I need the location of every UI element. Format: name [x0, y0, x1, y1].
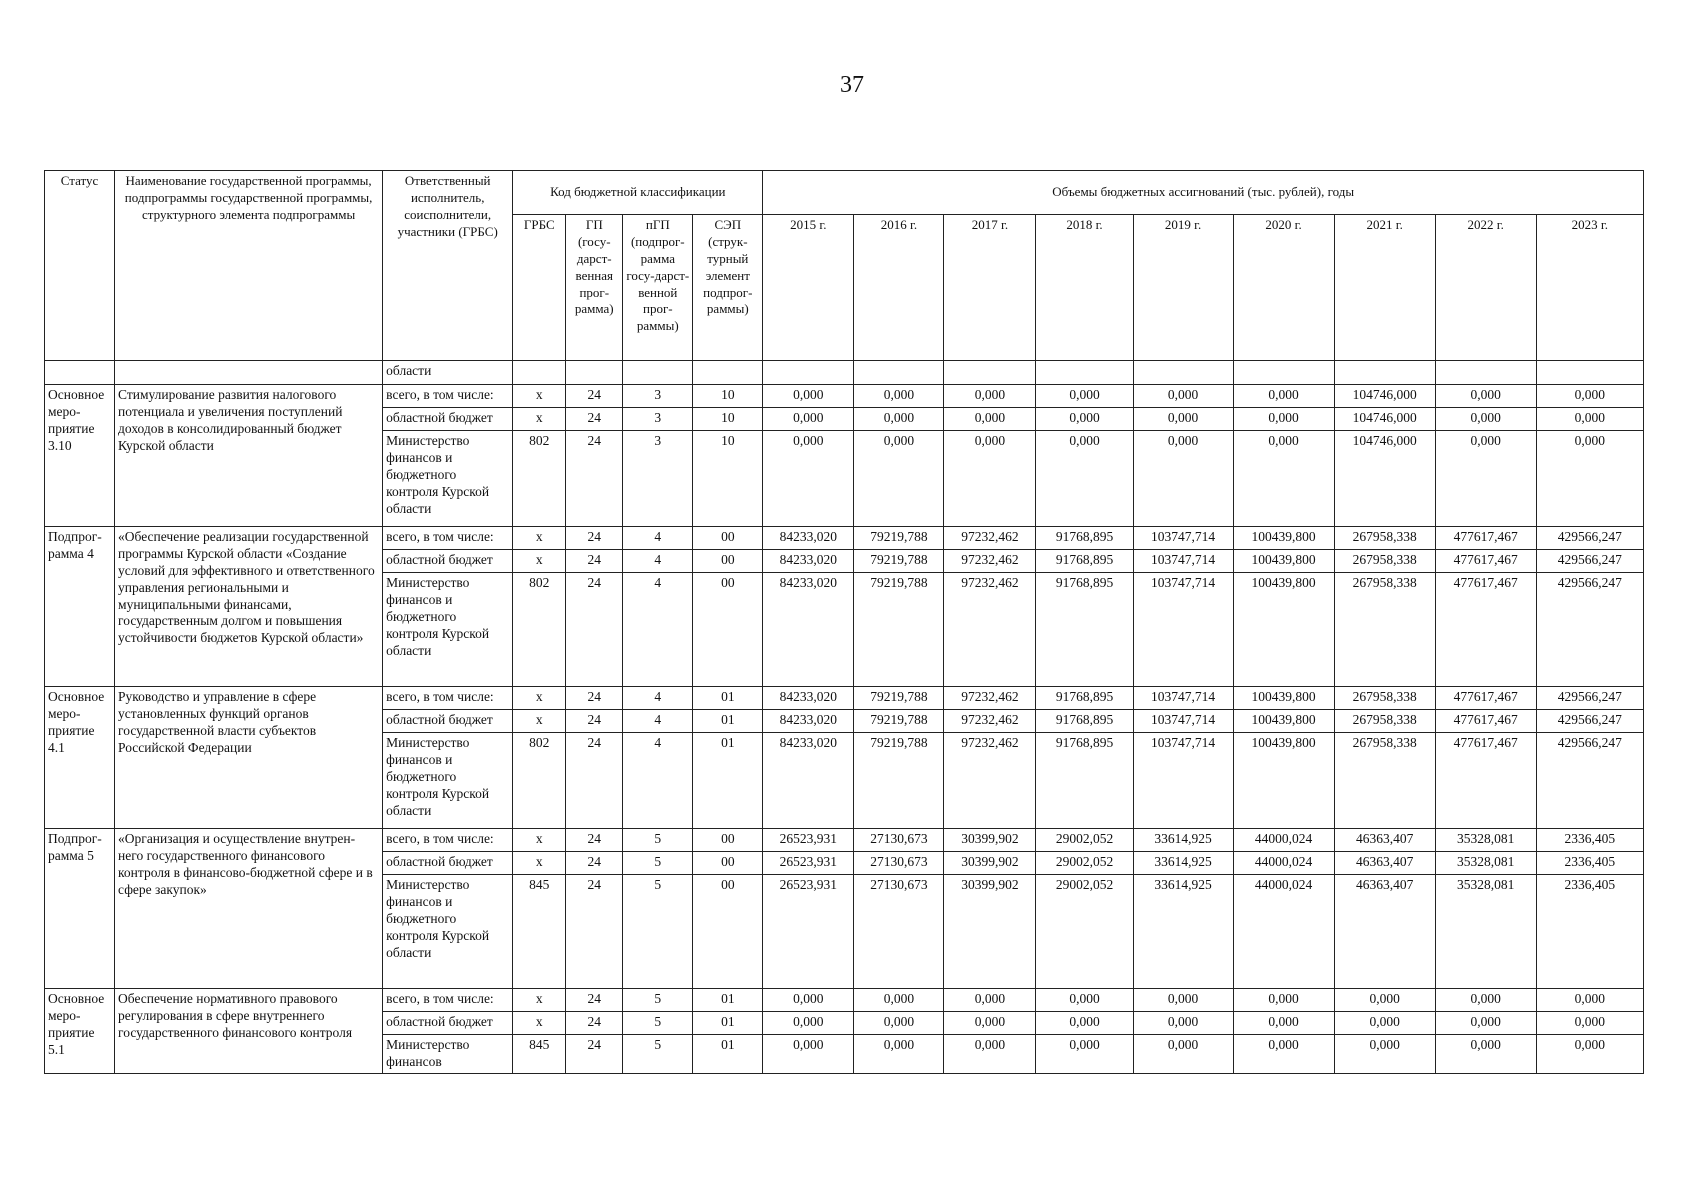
gp-cell: 24 — [566, 408, 623, 431]
sep-cell: 00 — [693, 573, 763, 687]
amount-cell: 0,000 — [854, 1012, 944, 1035]
amount-cell: 97232,462 — [944, 733, 1036, 829]
sep-cell: 00 — [693, 550, 763, 573]
status-cell: Подпрог-рамма 4 — [45, 527, 115, 687]
responsible-cell: областной бюджет — [383, 710, 513, 733]
amount-cell: 0,000 — [1133, 385, 1233, 408]
amount-cell: 100439,800 — [1233, 573, 1334, 687]
amount-cell: 30399,902 — [944, 875, 1036, 989]
sep-cell: 01 — [693, 710, 763, 733]
amount-cell: 44000,024 — [1233, 875, 1334, 989]
pgp-cell: 4 — [623, 710, 693, 733]
responsible-cell: Министерство финансов и бюджетного контроля Курской области — [383, 733, 513, 829]
amount-cell: 477617,467 — [1435, 573, 1536, 687]
amount-cell: 477617,467 — [1435, 733, 1536, 829]
sep-cell: 01 — [693, 687, 763, 710]
grbs-cell: x — [513, 1012, 566, 1035]
gp-cell: 24 — [566, 385, 623, 408]
pgp-cell: 5 — [623, 989, 693, 1012]
sep-cell: 01 — [693, 989, 763, 1012]
pgp-cell: 5 — [623, 1035, 693, 1074]
amount-cell: 0,000 — [1536, 408, 1643, 431]
amount-cell: 91768,895 — [1036, 733, 1133, 829]
amount-cell: 267958,338 — [1334, 710, 1435, 733]
grbs-cell: x — [513, 385, 566, 408]
status-cell: Основное меро-приятие 5.1 — [45, 989, 115, 1074]
pgp-cell: 3 — [623, 385, 693, 408]
pgp-cell: 5 — [623, 829, 693, 852]
responsible-cell: Министерство финансов и бюджетного контроля Курской области — [383, 431, 513, 527]
amount-cell: 0,000 — [1233, 1012, 1334, 1035]
responsible-cell: Министерство финансов и бюджетного контроля Курской области — [383, 573, 513, 687]
amount-cell: 0,000 — [1036, 408, 1133, 431]
program-name-cell: Руководство и управление в сфере установленных функций органов государственной власти субъектов Российской Федерации — [115, 687, 383, 829]
amount-cell: 79219,788 — [854, 550, 944, 573]
grbs-cell: x — [513, 687, 566, 710]
table-row — [45, 989, 1644, 1012]
amount-cell: 84233,020 — [763, 687, 854, 710]
amount-cell: 477617,467 — [1435, 550, 1536, 573]
amount-cell: 0,000 — [1435, 989, 1536, 1012]
pgp-cell: 5 — [623, 1012, 693, 1035]
amount-cell: 267958,338 — [1334, 527, 1435, 550]
amount-cell: 477617,467 — [1435, 687, 1536, 710]
header-year: 2019 г. — [1133, 215, 1233, 361]
header-code-group: Код бюджетной классификации — [513, 171, 763, 215]
amount-cell: 79219,788 — [854, 527, 944, 550]
amount-cell: 0,000 — [763, 408, 854, 431]
gp-cell: 24 — [566, 1012, 623, 1035]
gp-cell: 24 — [566, 710, 623, 733]
status-cell: Основное меро-приятие 3.10 — [45, 385, 115, 527]
amount-cell: 100439,800 — [1233, 710, 1334, 733]
responsible-cell: Министерство финансов и бюджетного контроля Курской области — [383, 875, 513, 989]
amount-cell: 0,000 — [1036, 431, 1133, 527]
amount-cell: 79219,788 — [854, 573, 944, 687]
gp-cell: 24 — [566, 733, 623, 829]
sep-cell: 01 — [693, 1012, 763, 1035]
amount-cell: 0,000 — [944, 1035, 1036, 1074]
responsible-cell: Министерство финансов — [383, 1035, 513, 1074]
amount-cell: 0,000 — [1536, 431, 1643, 527]
grbs-cell: x — [513, 408, 566, 431]
amount-cell: 0,000 — [854, 385, 944, 408]
amount-cell: 79219,788 — [854, 733, 944, 829]
header-volumes-group: Объемы бюджетных ассигнований (тыс. рублей), годы — [763, 171, 1644, 215]
header-year: 2021 г. — [1334, 215, 1435, 361]
amount-cell: 0,000 — [763, 989, 854, 1012]
amount-cell: 0,000 — [944, 385, 1036, 408]
sep-cell: 10 — [693, 431, 763, 527]
amount-cell: 97232,462 — [944, 573, 1036, 687]
amount-cell: 0,000 — [944, 408, 1036, 431]
amount-cell: 104746,000 — [1334, 385, 1435, 408]
amount-cell: 0,000 — [1435, 1035, 1536, 1074]
table-row — [45, 385, 1644, 408]
gp-cell: 24 — [566, 573, 623, 687]
amount-cell: 44000,024 — [1233, 852, 1334, 875]
amount-cell: 2336,405 — [1536, 875, 1643, 989]
header-year: 2017 г. — [944, 215, 1036, 361]
header-year: 2022 г. — [1435, 215, 1536, 361]
gp-cell: 24 — [566, 687, 623, 710]
amount-cell: 267958,338 — [1334, 733, 1435, 829]
amount-cell: 0,000 — [1133, 1012, 1233, 1035]
amount-cell: 0,000 — [1334, 1035, 1435, 1074]
pgp-cell: 4 — [623, 687, 693, 710]
responsible-cell: областной бюджет — [383, 852, 513, 875]
amount-cell: 26523,931 — [763, 829, 854, 852]
amount-cell: 27130,673 — [854, 829, 944, 852]
amount-cell: 91768,895 — [1036, 687, 1133, 710]
pgp-cell: 4 — [623, 527, 693, 550]
table-row — [45, 829, 1644, 852]
amount-cell: 46363,407 — [1334, 852, 1435, 875]
amount-cell: 97232,462 — [944, 550, 1036, 573]
grbs-cell: x — [513, 527, 566, 550]
amount-cell: 44000,024 — [1233, 829, 1334, 852]
amount-cell: 91768,895 — [1036, 710, 1133, 733]
amount-cell: 29002,052 — [1036, 829, 1133, 852]
header-year: 2018 г. — [1036, 215, 1133, 361]
amount-cell: 267958,338 — [1334, 550, 1435, 573]
amount-cell: 429566,247 — [1536, 687, 1643, 710]
amount-cell: 79219,788 — [854, 710, 944, 733]
amount-cell: 0,000 — [854, 989, 944, 1012]
amount-cell: 0,000 — [1233, 431, 1334, 527]
gp-cell: 24 — [566, 829, 623, 852]
responsible-cell: всего, в том числе: — [383, 527, 513, 550]
amount-cell: 0,000 — [1133, 431, 1233, 527]
header-pgp: пГП (подпрог-рамма госу-дарст-венной прог-раммы) — [623, 215, 693, 361]
amount-cell: 0,000 — [763, 431, 854, 527]
amount-cell: 91768,895 — [1036, 550, 1133, 573]
header-name: Наименование государственной программы, подпрограммы государственной программы, структурного элемента подпрограммы — [115, 171, 383, 361]
amount-cell: 0,000 — [1435, 431, 1536, 527]
grbs-cell: 802 — [513, 573, 566, 687]
amount-cell: 2336,405 — [1536, 829, 1643, 852]
sep-cell: 00 — [693, 527, 763, 550]
amount-cell: 35328,081 — [1435, 852, 1536, 875]
gp-cell: 24 — [566, 527, 623, 550]
amount-cell: 429566,247 — [1536, 527, 1643, 550]
amount-cell: 29002,052 — [1036, 852, 1133, 875]
amount-cell: 91768,895 — [1036, 573, 1133, 687]
header-gp: ГП (госу-дарст-венная прог-рамма) — [566, 215, 623, 361]
amount-cell: 0,000 — [1334, 1012, 1435, 1035]
amount-cell: 84233,020 — [763, 710, 854, 733]
amount-cell: 0,000 — [854, 408, 944, 431]
amount-cell: 79219,788 — [854, 687, 944, 710]
gp-cell: 24 — [566, 550, 623, 573]
responsible-cell: областной бюджет — [383, 408, 513, 431]
amount-cell: 0,000 — [1536, 1035, 1643, 1074]
responsible-cell: всего, в том числе: — [383, 687, 513, 710]
amount-cell: 103747,714 — [1133, 733, 1233, 829]
grbs-cell: x — [513, 550, 566, 573]
pgp-cell: 3 — [623, 408, 693, 431]
grbs-cell: x — [513, 829, 566, 852]
amount-cell: 0,000 — [1036, 1035, 1133, 1074]
amount-cell: 103747,714 — [1133, 710, 1233, 733]
amount-cell: 267958,338 — [1334, 573, 1435, 687]
header-status: Статус — [45, 171, 115, 361]
sep-cell: 01 — [693, 733, 763, 829]
amount-cell: 46363,407 — [1334, 829, 1435, 852]
pgp-cell: 5 — [623, 852, 693, 875]
program-name-cell: «Обеспечение реализации государственной программы Курской области «Создание условий для эффективного и ответственного управления региональными и муниципальными финансами, государственным долгом и повышения устойчивости бюджетов Курской области» — [115, 527, 383, 687]
amount-cell: 97232,462 — [944, 527, 1036, 550]
header-year: 2016 г. — [854, 215, 944, 361]
amount-cell: 33614,925 — [1133, 852, 1233, 875]
responsible-cell: областной бюджет — [383, 550, 513, 573]
amount-cell: 0,000 — [1334, 989, 1435, 1012]
amount-cell: 100439,800 — [1233, 687, 1334, 710]
grbs-cell: x — [513, 710, 566, 733]
grbs-cell: x — [513, 852, 566, 875]
amount-cell: 267958,338 — [1334, 687, 1435, 710]
sep-cell: 10 — [693, 385, 763, 408]
amount-cell: 91768,895 — [1036, 527, 1133, 550]
grbs-cell: x — [513, 989, 566, 1012]
amount-cell: 30399,902 — [944, 829, 1036, 852]
amount-cell: 0,000 — [854, 431, 944, 527]
amount-cell: 0,000 — [1133, 1035, 1233, 1074]
pgp-cell: 4 — [623, 550, 693, 573]
status-cell: Подпрог-рамма 5 — [45, 829, 115, 989]
grbs-cell: 802 — [513, 733, 566, 829]
amount-cell: 429566,247 — [1536, 710, 1643, 733]
gp-cell: 24 — [566, 989, 623, 1012]
amount-cell: 0,000 — [1536, 385, 1643, 408]
amount-cell: 35328,081 — [1435, 875, 1536, 989]
amount-cell: 429566,247 — [1536, 550, 1643, 573]
amount-cell: 103747,714 — [1133, 687, 1233, 710]
header-responsible: Ответственный исполнитель, соисполнители, участники (ГРБС) — [383, 171, 513, 361]
carry-over-row — [45, 361, 1644, 385]
amount-cell: 0,000 — [763, 1035, 854, 1074]
amount-cell: 46363,407 — [1334, 875, 1435, 989]
amount-cell: 0,000 — [1133, 989, 1233, 1012]
responsible-cell: всего, в том числе: — [383, 385, 513, 408]
amount-cell: 0,000 — [1036, 385, 1133, 408]
amount-cell: 0,000 — [1233, 408, 1334, 431]
amount-cell: 0,000 — [1233, 1035, 1334, 1074]
amount-cell: 429566,247 — [1536, 733, 1643, 829]
sep-cell: 00 — [693, 852, 763, 875]
page-number: 37 — [840, 72, 864, 98]
pgp-cell: 5 — [623, 875, 693, 989]
amount-cell: 2336,405 — [1536, 852, 1643, 875]
amount-cell: 0,000 — [1536, 989, 1643, 1012]
status-cell: Основное меро-приятие 4.1 — [45, 687, 115, 829]
amount-cell: 27130,673 — [854, 875, 944, 989]
responsible-cell: всего, в том числе: — [383, 989, 513, 1012]
program-name-cell: «Организация и осуществление внутрен-него государственного финансового контроля в финансово-бюджетной сфере и в сфере закупок» — [115, 829, 383, 989]
amount-cell: 100439,800 — [1233, 550, 1334, 573]
pgp-cell: 3 — [623, 431, 693, 527]
amount-cell: 0,000 — [944, 431, 1036, 527]
amount-cell: 100439,800 — [1233, 527, 1334, 550]
amount-cell: 0,000 — [1435, 408, 1536, 431]
gp-cell: 24 — [566, 875, 623, 989]
sep-cell: 10 — [693, 408, 763, 431]
amount-cell: 84233,020 — [763, 550, 854, 573]
amount-cell: 0,000 — [944, 989, 1036, 1012]
gp-cell: 24 — [566, 431, 623, 527]
amount-cell: 26523,931 — [763, 875, 854, 989]
carry-over-responsible: области — [383, 361, 513, 385]
amount-cell: 97232,462 — [944, 710, 1036, 733]
amount-cell: 429566,247 — [1536, 573, 1643, 687]
program-name-cell: Стимулирование развития налогового потенциала и увеличения поступлений доходов в консолидированный бюджет Курской области — [115, 385, 383, 527]
budget-table — [44, 170, 1644, 1074]
header-grbs: ГРБС — [513, 215, 566, 361]
header-year: 2020 г. — [1233, 215, 1334, 361]
amount-cell: 0,000 — [1435, 385, 1536, 408]
responsible-cell: областной бюджет — [383, 1012, 513, 1035]
amount-cell: 0,000 — [763, 385, 854, 408]
amount-cell: 0,000 — [1036, 989, 1133, 1012]
amount-cell: 104746,000 — [1334, 431, 1435, 527]
pgp-cell: 4 — [623, 733, 693, 829]
amount-cell: 103747,714 — [1133, 573, 1233, 687]
amount-cell: 84233,020 — [763, 527, 854, 550]
amount-cell: 97232,462 — [944, 687, 1036, 710]
amount-cell: 26523,931 — [763, 852, 854, 875]
table-row — [45, 687, 1644, 710]
gp-cell: 24 — [566, 852, 623, 875]
amount-cell: 0,000 — [1133, 408, 1233, 431]
table-row — [45, 527, 1644, 550]
amount-cell: 84233,020 — [763, 573, 854, 687]
sep-cell: 01 — [693, 1035, 763, 1074]
amount-cell: 35328,081 — [1435, 829, 1536, 852]
amount-cell: 0,000 — [854, 1035, 944, 1074]
amount-cell: 0,000 — [1233, 385, 1334, 408]
amount-cell: 0,000 — [1435, 1012, 1536, 1035]
grbs-cell: 802 — [513, 431, 566, 527]
amount-cell: 0,000 — [1536, 1012, 1643, 1035]
amount-cell: 27130,673 — [854, 852, 944, 875]
header-year: 2015 г. — [763, 215, 854, 361]
sep-cell: 00 — [693, 829, 763, 852]
amount-cell: 103747,714 — [1133, 550, 1233, 573]
amount-cell: 0,000 — [944, 1012, 1036, 1035]
grbs-cell: 845 — [513, 875, 566, 989]
sep-cell: 00 — [693, 875, 763, 989]
amount-cell: 33614,925 — [1133, 829, 1233, 852]
program-name-cell: Обеспечение нормативного правового регулирования в сфере внутреннего государственного финансового контроля — [115, 989, 383, 1074]
amount-cell: 33614,925 — [1133, 875, 1233, 989]
grbs-cell: 845 — [513, 1035, 566, 1074]
amount-cell: 0,000 — [1036, 1012, 1133, 1035]
amount-cell: 29002,052 — [1036, 875, 1133, 989]
amount-cell: 477617,467 — [1435, 710, 1536, 733]
gp-cell: 24 — [566, 1035, 623, 1074]
amount-cell: 30399,902 — [944, 852, 1036, 875]
amount-cell: 84233,020 — [763, 733, 854, 829]
amount-cell: 104746,000 — [1334, 408, 1435, 431]
pgp-cell: 4 — [623, 573, 693, 687]
responsible-cell: всего, в том числе: — [383, 829, 513, 852]
header-year: 2023 г. — [1536, 215, 1643, 361]
amount-cell: 477617,467 — [1435, 527, 1536, 550]
header-sep: СЭП (струк-турный элемент подпрог-раммы) — [693, 215, 763, 361]
amount-cell: 0,000 — [763, 1012, 854, 1035]
amount-cell: 100439,800 — [1233, 733, 1334, 829]
amount-cell: 103747,714 — [1133, 527, 1233, 550]
amount-cell: 0,000 — [1233, 989, 1334, 1012]
